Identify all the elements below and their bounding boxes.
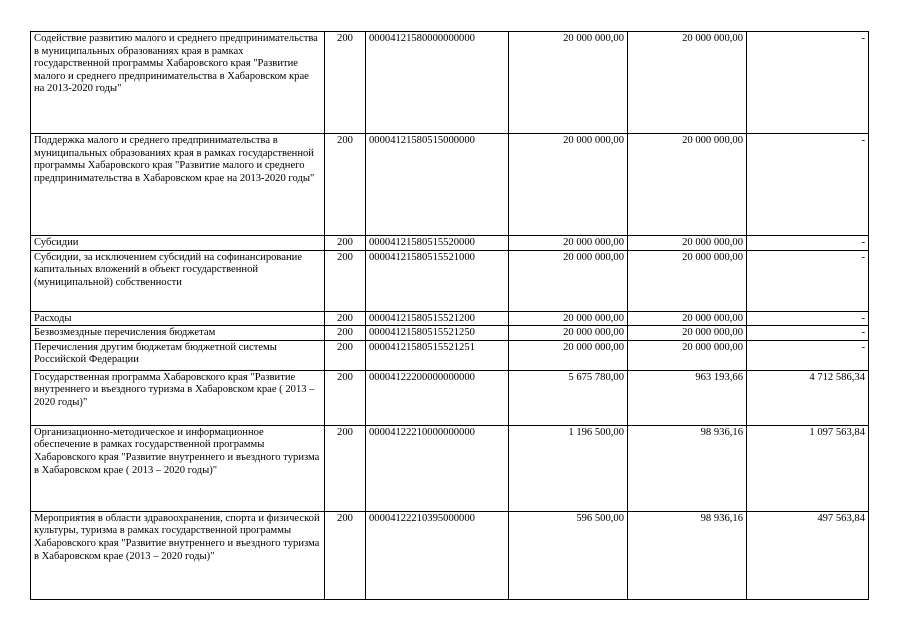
row-name-cell: Субсидии, за исключением субсидий на софинансирование капитальных вложений в объект государственной (муниципальной) собственности — [31, 250, 325, 311]
row-unexecuted-cell: - — [747, 32, 869, 134]
row-name-cell: Поддержка малого и среднего предпринимательства в муниципальных образованиях края в рамках государственной программы Хабаровского края "Развитие малого и среднего предпринимательства в Хабаровском крае на 2013-2020 годы" — [31, 134, 325, 236]
row-code-cell: 200 — [325, 250, 366, 311]
row-approved-cell: 20 000 000,00 — [509, 340, 628, 370]
table-row — [31, 134, 869, 236]
row-code-cell: 200 — [325, 326, 366, 341]
row-executed-cell: 20 000 000,00 — [628, 236, 747, 251]
table-row — [31, 311, 869, 326]
row-kbk-cell: 00004121580515521250 — [366, 326, 509, 341]
row-kbk-cell: 00004122210395000000 — [366, 511, 509, 599]
row-executed-cell: 20 000 000,00 — [628, 340, 747, 370]
row-kbk-cell: 00004122210000000000 — [366, 425, 509, 511]
row-approved-cell: 20 000 000,00 — [509, 32, 628, 134]
row-kbk-cell: 00004121580515000000 — [366, 134, 509, 236]
row-unexecuted-cell: - — [747, 311, 869, 326]
table-row — [31, 32, 869, 134]
row-unexecuted-cell: - — [747, 326, 869, 341]
row-unexecuted-cell: - — [747, 236, 869, 251]
row-name-cell: Перечисления другим бюджетам бюджетной системы Российской Федерации — [31, 340, 325, 370]
row-name-cell: Государственная программа Хабаровского края "Развитие внутреннего и въездного туризма в Хабаровском крае ( 2013 – 2020 годы)" — [31, 370, 325, 425]
row-executed-cell: 20 000 000,00 — [628, 311, 747, 326]
row-approved-cell: 1 196 500,00 — [509, 425, 628, 511]
row-kbk-cell: 00004121580515520000 — [366, 236, 509, 251]
row-name-cell: Расходы — [31, 311, 325, 326]
row-code-cell: 200 — [325, 511, 366, 599]
row-approved-cell: 20 000 000,00 — [509, 326, 628, 341]
row-code-cell: 200 — [325, 32, 366, 134]
row-approved-cell: 20 000 000,00 — [509, 311, 628, 326]
row-kbk-cell: 00004121580515521000 — [366, 250, 509, 311]
row-unexecuted-cell: - — [747, 250, 869, 311]
table-row — [31, 511, 869, 599]
row-approved-cell: 20 000 000,00 — [509, 236, 628, 251]
row-executed-cell: 20 000 000,00 — [628, 250, 747, 311]
row-approved-cell: 20 000 000,00 — [509, 250, 628, 311]
row-name-cell: Организационно-методическое и информационное обеспечение в рамках государственной программы Хабаровского края "Развитие внутреннего и въездного туризма в Хабаровском крае ( 2013 – 2020 годы)" — [31, 425, 325, 511]
row-code-cell: 200 — [325, 236, 366, 251]
row-unexecuted-cell: 1 097 563,84 — [747, 425, 869, 511]
table-row — [31, 250, 869, 311]
row-executed-cell: 20 000 000,00 — [628, 32, 747, 134]
row-kbk-cell: 00004121580515521200 — [366, 311, 509, 326]
row-name-cell: Мероприятия в области здравоохранения, спорта и физической культуры, туризма в рамках государственной программы Хабаровского края "Развитие внутреннего и въездного туризма в Хабаровском крае (2013 – 2020 годы)" — [31, 511, 325, 599]
row-executed-cell: 963 193,66 — [628, 370, 747, 425]
row-kbk-cell: 00004121580000000000 — [366, 32, 509, 134]
row-approved-cell: 20 000 000,00 — [509, 134, 628, 236]
row-approved-cell: 596 500,00 — [509, 511, 628, 599]
row-unexecuted-cell: - — [747, 340, 869, 370]
row-executed-cell: 20 000 000,00 — [628, 326, 747, 341]
row-executed-cell: 98 936,16 — [628, 425, 747, 511]
row-name-cell: Содействие развитию малого и среднего предпринимательства в муниципальных образованиях края в рамках государственной программы Хабаровского края "Развитие малого и среднего предпринимательства в Хабаровском крае на 2013-2020 годы" — [31, 32, 325, 134]
budget-execution-table — [30, 31, 869, 600]
table-row — [31, 236, 869, 251]
row-code-cell: 200 — [325, 134, 366, 236]
row-code-cell: 200 — [325, 340, 366, 370]
row-executed-cell: 20 000 000,00 — [628, 134, 747, 236]
row-name-cell: Субсидии — [31, 236, 325, 251]
table-row — [31, 326, 869, 341]
row-name-cell: Безвозмездные перечисления бюджетам — [31, 326, 325, 341]
row-code-cell: 200 — [325, 311, 366, 326]
table-row — [31, 425, 869, 511]
row-approved-cell: 5 675 780,00 — [509, 370, 628, 425]
table-row — [31, 370, 869, 425]
row-code-cell: 200 — [325, 425, 366, 511]
row-code-cell: 200 — [325, 370, 366, 425]
table-row — [31, 340, 869, 370]
row-unexecuted-cell: - — [747, 134, 869, 236]
row-kbk-cell: 00004121580515521251 — [366, 340, 509, 370]
row-executed-cell: 98 936,16 — [628, 511, 747, 599]
row-unexecuted-cell: 497 563,84 — [747, 511, 869, 599]
row-unexecuted-cell: 4 712 586,34 — [747, 370, 869, 425]
row-kbk-cell: 00004122200000000000 — [366, 370, 509, 425]
